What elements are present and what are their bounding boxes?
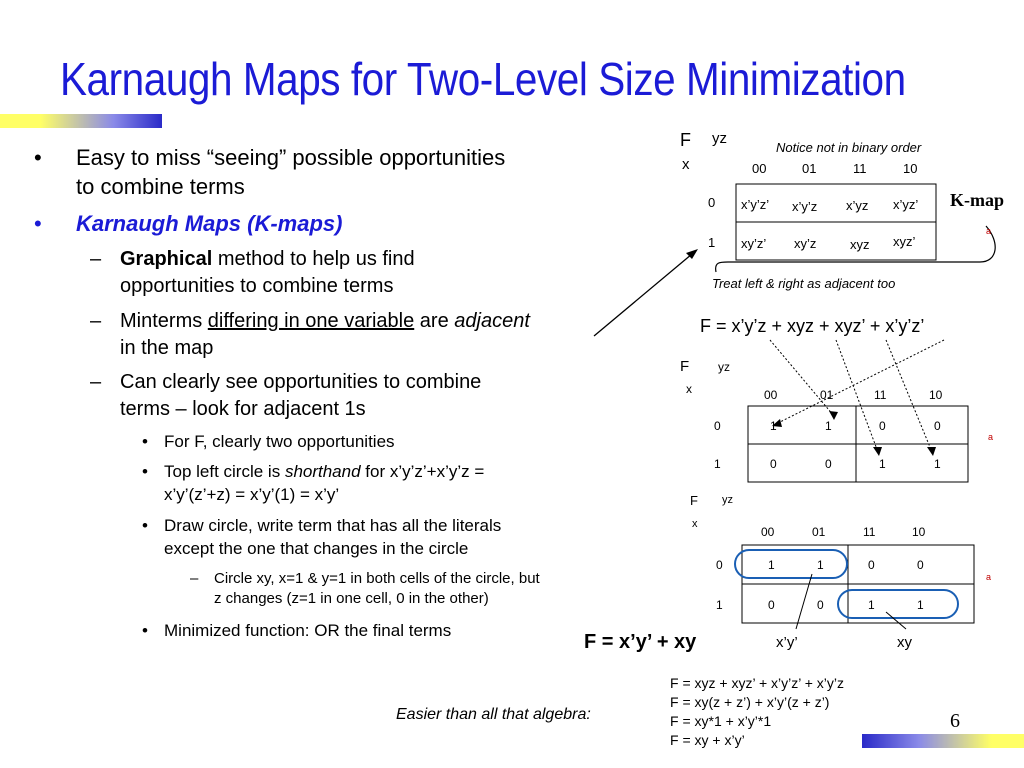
bullet-1-line-1: Easy to miss “seeing” possible opportunities xyxy=(76,145,506,170)
sub-2-underlined: differing in one variable xyxy=(207,310,415,332)
kmap2-col-header: 11 xyxy=(874,388,887,402)
circle-xy xyxy=(838,590,958,618)
kmap3-cell: 1 xyxy=(768,558,775,572)
circle-x'y' xyxy=(735,550,847,578)
kmap1-col-header: 00 xyxy=(752,161,767,176)
kmap3-cell: 0 xyxy=(917,558,924,572)
dash: – xyxy=(90,248,102,270)
kmap1-row-var: x xyxy=(682,156,690,173)
kmap2-col-header: 10 xyxy=(929,388,943,402)
kmap2-cell: 0 xyxy=(934,419,941,433)
kmap1-f-label: F xyxy=(680,130,691,150)
kmap2-col-header: 01 xyxy=(820,388,834,402)
kmap1-footer: Treat left & right as adjacent too xyxy=(712,276,896,291)
third-3-line-2: except the one that changes in the circle xyxy=(164,539,469,558)
kmap1-col-var: yz xyxy=(712,130,727,147)
sub-1-bold: Graphical xyxy=(120,248,213,270)
kmap2-cell: 1 xyxy=(770,419,777,433)
kmap3-term-1: x’y’ xyxy=(776,634,798,651)
bullet-dot: • xyxy=(142,621,148,640)
kmap3-f-label: F xyxy=(690,493,698,508)
kmap3-cell: 0 xyxy=(868,558,875,572)
sub-1-line-2: opportunities to combine terms xyxy=(120,275,394,297)
kmap1-cell: x’yz’ xyxy=(893,197,919,212)
kmap2-col-var: yz xyxy=(718,360,730,374)
kmap1-col-header: 11 xyxy=(853,161,867,176)
bullet-dot: • xyxy=(34,145,42,170)
kmap1-cell: x’yz xyxy=(846,198,869,213)
kmap3-col-header: 00 xyxy=(761,525,775,539)
kmap2-col-header: 00 xyxy=(764,388,778,402)
kmap1-note: Notice not in binary order xyxy=(776,140,922,155)
kmap2-f-label: F xyxy=(680,358,690,375)
bullet-dot: • xyxy=(34,211,42,236)
slide-title: Karnaugh Maps for Two-Level Size Minimization xyxy=(60,53,906,105)
sub-3-line-2: terms – look for adjacent 1s xyxy=(120,398,366,420)
kmap1-cell: xyz xyxy=(850,237,870,252)
kmap3-cell: 0 xyxy=(817,598,824,612)
kmap2-cell: 0 xyxy=(879,419,886,433)
kmap3-mark: a xyxy=(986,572,992,582)
dash: – xyxy=(90,371,102,393)
kmap2-cell: 0 xyxy=(770,457,777,471)
bullet-2-kmaps: Karnaugh Maps (K-maps) xyxy=(76,211,343,236)
bullet-dot: • xyxy=(142,432,148,451)
sub-3-line-1: Can clearly see opportunities to combine xyxy=(120,371,482,393)
third-2-line-2: x’y’(z’+z) = x’y’(1) = x’y’ xyxy=(164,485,340,504)
kmap1-label: K-map xyxy=(950,190,1004,210)
equation-arrows xyxy=(770,340,944,452)
third-3-line-1: Draw circle, write term that has all the literals xyxy=(164,516,502,535)
kmap2-cell: 0 xyxy=(825,457,832,471)
kmap1-cell: x’y’z’ xyxy=(741,197,770,212)
kmap3-grid xyxy=(742,545,974,623)
kmap2-mark: a xyxy=(988,432,994,442)
kmap1-cell: xy’z xyxy=(794,236,817,251)
third-2-b: for x’y’z’+x’y’z = xyxy=(360,462,485,481)
kmap1-row-header: 1 xyxy=(708,235,716,250)
pointer-arrow xyxy=(594,254,692,336)
third-1: For F, clearly two opportunities xyxy=(164,432,395,451)
kmap1-row-header: 0 xyxy=(708,195,716,210)
sub-2-line-2: in the map xyxy=(120,337,214,359)
algebra-line: F = xy(z + z’) + x’y’(z + z’) xyxy=(670,694,830,710)
kmap2-row-header: 1 xyxy=(714,457,721,471)
kmap3-row-header: 0 xyxy=(716,558,723,572)
kmap2-row-var: x xyxy=(686,382,692,396)
equation: F = x’y’z + xyz + xyz’ + x’y’z’ xyxy=(700,316,925,336)
result-equation: F = x’y’ + xy xyxy=(584,631,697,653)
kmap3-cell: 0 xyxy=(768,598,775,612)
third-2-italic: shorthand xyxy=(284,462,361,481)
kmap1-mark: a xyxy=(986,226,992,236)
sub-2-a: Minterms xyxy=(120,310,208,332)
page-number: 6 xyxy=(950,710,960,732)
kmap3-col-header: 01 xyxy=(812,525,826,539)
kmap2-row-header: 0 xyxy=(714,419,721,433)
fourth-1-line-1: Circle xy, x=1 & y=1 in both cells of the circle, but xyxy=(214,570,540,587)
bullet-1-line-2: to combine terms xyxy=(76,174,245,199)
sub-1-rest: method to help us find xyxy=(212,248,415,270)
algebra-line: F = xy + x’y’ xyxy=(670,732,745,748)
bullet-dot: • xyxy=(142,462,148,481)
kmap2-cell: 1 xyxy=(825,419,832,433)
kmap2-cell: 1 xyxy=(934,457,941,471)
easier-note: Easier than all that algebra: xyxy=(396,706,591,723)
kmap1-cell: xyz’ xyxy=(893,234,916,249)
kmap1-cell: xy’z’ xyxy=(741,236,767,251)
kmap3-row-var: x xyxy=(692,518,698,530)
kmap3-cell: 1 xyxy=(917,598,924,612)
kmap3-cell: 1 xyxy=(868,598,875,612)
algebra-line: F = xyz + xyz’ + x’y’z’ + x’y’z xyxy=(670,675,844,691)
kmap3-col-header: 11 xyxy=(863,525,876,539)
third-2-a: Top left circle is xyxy=(164,462,285,481)
kmap1-col-header: 10 xyxy=(903,161,918,176)
kmap1-col-header: 01 xyxy=(802,161,817,176)
kmap2-cell: 1 xyxy=(879,457,886,471)
dash: – xyxy=(190,570,199,587)
sub-2-b: are xyxy=(414,310,455,332)
kmap3-row-header: 1 xyxy=(716,598,723,612)
sub-2-italic: adjacent xyxy=(454,310,530,332)
third-4: Minimized function: OR the final terms xyxy=(164,621,452,640)
kmap1-cell: x’y’z xyxy=(792,199,818,214)
bullet-dot: • xyxy=(142,516,148,535)
kmap3-term-2: xy xyxy=(897,634,912,651)
algebra-line: F = xy*1 + x’y’*1 xyxy=(670,713,772,729)
kmap3-col-header: 10 xyxy=(912,525,926,539)
kmap3-cell: 1 xyxy=(817,558,824,572)
kmap3-col-var: yz xyxy=(722,494,733,506)
dash: – xyxy=(90,310,102,332)
fourth-1-line-2: z changes (z=1 in one cell, 0 in the other) xyxy=(214,590,489,607)
